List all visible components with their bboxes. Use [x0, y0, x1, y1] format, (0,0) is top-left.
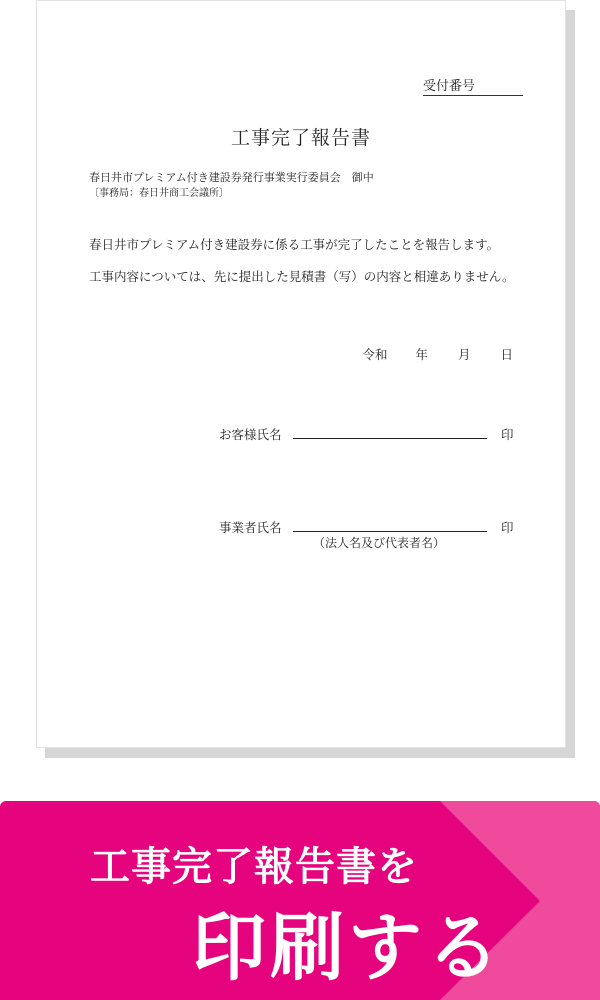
customer-seal-mark: 印 — [501, 427, 514, 442]
business-name-label: 事業者氏名 — [219, 520, 282, 535]
customer-name-line — [293, 438, 487, 439]
print-report-button[interactable] — [0, 801, 600, 1000]
report-form-document — [36, 0, 566, 748]
date-day: 日 — [500, 347, 513, 362]
date-year: 年 — [415, 347, 428, 362]
body-line-2: 工事内容については、先に提出した見積書（写）の内容と相違ありません。 — [89, 269, 515, 284]
date-month: 月 — [457, 347, 471, 362]
business-name-line — [293, 531, 487, 532]
document-title: 工事完了報告書 — [230, 127, 371, 149]
business-name-note: （法人名及び代表者名） — [313, 536, 446, 550]
receipt-number-field: 受付番号 — [423, 75, 523, 96]
business-seal-mark: 印 — [501, 520, 514, 535]
cta-line-2: 印刷する — [192, 905, 504, 991]
office-note: 〔事務局：春日井商工会議所〕 — [89, 188, 229, 199]
date-era: 令和 — [362, 347, 388, 362]
cta-line-1: 工事完了報告書を — [90, 844, 418, 890]
customer-name-label: お客様氏名 — [219, 427, 282, 442]
addressee: 春日井市プレミアム付き建設券発行事業実行委員会 御中 — [89, 171, 374, 184]
date-line — [362, 345, 513, 363]
body-line-1: 春日井市プレミアム付き建設券に係る工事が完了したことを報告します。 — [89, 237, 500, 252]
